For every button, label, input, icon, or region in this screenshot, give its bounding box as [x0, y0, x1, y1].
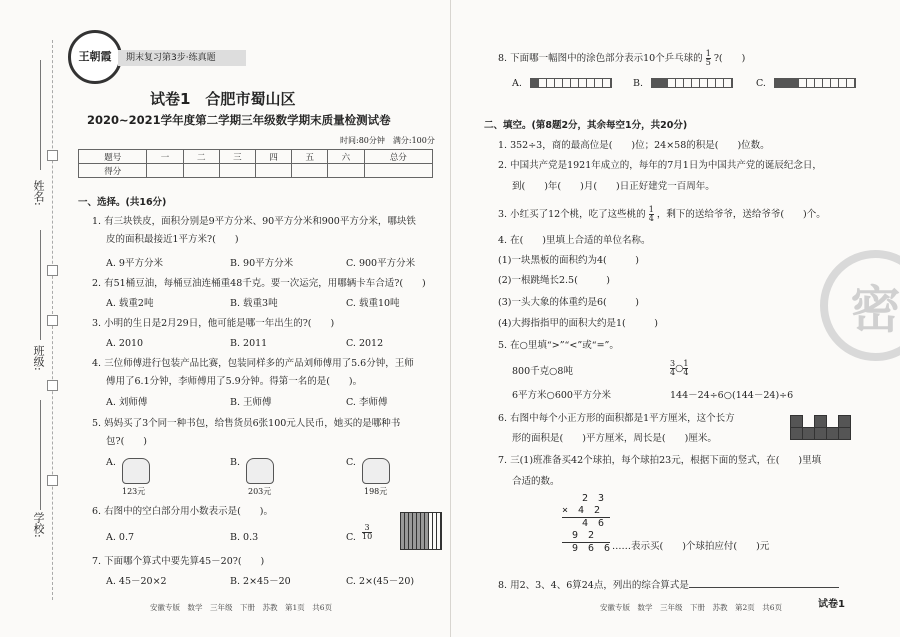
table-cell: 六	[328, 150, 364, 164]
question-8: 8. 下面哪一幅图中的涂色部分表示10个乒乓球的 $\frac{1}{5}$ ?( )	[498, 49, 746, 67]
section-choice: 一、选择。(共16分)	[78, 197, 167, 208]
question-1: 1. 有三块铁皮，面积分别是9平方分米、90平方分米和900平方分米，哪块铁	[92, 216, 416, 227]
score-cell[interactable]	[292, 164, 328, 178]
table-cell: 三	[219, 150, 255, 164]
fill-8: 8. 用2、3、4、6算24点，列出的综合算式是	[498, 577, 839, 592]
binding-hole	[47, 150, 58, 161]
price-label: 123元	[122, 487, 146, 496]
fill-7: 7. 三(1)班准备买42个球拍，每个球拍23元，根据下面的竖式，在( )里填	[498, 455, 822, 466]
table-cell: 五	[292, 150, 328, 164]
option-a[interactable]: A. 载重2吨	[106, 298, 154, 309]
binding-hole	[47, 475, 58, 486]
question-4: 4. 三位师傅进行包装产品比赛，包装同样多的产品刘师傅用了5.6分钟，王师	[92, 358, 414, 369]
question-7: 7. 下面哪个算式中要先算45－20?( )	[92, 556, 265, 567]
option-a[interactable]: A. 45－20×2	[106, 576, 167, 587]
option-c[interactable]: C. 载重10吨	[346, 298, 400, 309]
score-cell[interactable]	[183, 164, 219, 178]
option-c[interactable]: C. 2012	[346, 338, 384, 349]
option-b[interactable]: B. 王师傅	[230, 397, 272, 408]
ball-grid-b	[651, 78, 733, 88]
time-info: 时间:80分钟 满分:100分	[340, 136, 435, 145]
backpack-icon	[122, 458, 150, 484]
question-1-cont: 皮的面积最接近1平方米?( )	[106, 234, 239, 245]
table-cell: 一	[147, 150, 183, 164]
binding-hole	[47, 265, 58, 276]
compare-4: 144－24÷6○(144－24)÷6	[670, 390, 794, 401]
option-a[interactable]: A. 刘师傅	[106, 397, 148, 408]
question-5: 5. 妈妈买了3个同一种书包，给售货员6张100元人民币，她买的是哪种书	[92, 418, 401, 429]
option-a[interactable]: A.	[512, 78, 522, 89]
class-line[interactable]	[40, 230, 41, 340]
binding-margin	[0, 0, 62, 637]
question-4-cont: 傅用了6.1分钟，李师傅用了5.9分钟。得第一名的是( )。	[106, 376, 363, 387]
question-6: 6. 右图中的空白部分用小数表示是( )。	[92, 506, 273, 517]
ball-grid-c	[774, 78, 856, 88]
score-cell[interactable]	[255, 164, 291, 178]
fill-1: 1. 352÷3，商的最高位是( )位；24×58的积是( )位数。	[498, 140, 770, 151]
option-a[interactable]: A.	[106, 457, 116, 468]
option-a[interactable]: A. 0.7	[106, 532, 135, 543]
option-c[interactable]: C.	[346, 532, 356, 543]
fill-2: 2. 中国共产党是1921年成立的，每年的7月1日为中国共产党的诞辰纪念日，	[498, 160, 822, 171]
fraction: $\frac{3}{10}$	[362, 523, 373, 541]
fill-6: 6. 右图中每个小正方形的面积都是1平方厘米，这个长方	[498, 413, 735, 424]
binding-hole	[47, 380, 58, 391]
paper-title: 试卷1 合肥市蜀山区	[150, 90, 296, 108]
class-label: 班级:	[32, 345, 45, 371]
fill-4-item: (4)大拇指指甲的面积大约是1( )	[498, 318, 658, 329]
table-cell: 题号	[79, 150, 147, 164]
fill-4-item: (3)一头大象的体重约是6( )	[498, 297, 639, 308]
name-label: 姓名:	[32, 180, 45, 206]
table-cell: 四	[255, 150, 291, 164]
option-b[interactable]: B. 载重3吨	[230, 298, 278, 309]
option-b[interactable]: B.	[633, 78, 644, 89]
option-b[interactable]: B. 0.3	[230, 532, 259, 543]
option-b[interactable]: B. 90平方分米	[230, 258, 294, 269]
score-cell[interactable]	[219, 164, 255, 178]
fill-4-item: (1)一块黑板的面积约为4( )	[498, 255, 639, 266]
review-banner: 期末复习第3步·练真题	[118, 50, 246, 66]
score-header-row	[79, 150, 433, 164]
option-b[interactable]: B. 2011	[230, 338, 268, 349]
decimal-figure	[400, 512, 442, 550]
compare-1: 800千克○8吨	[512, 366, 573, 377]
option-b[interactable]: B.	[230, 457, 241, 468]
page-footer: 安徽专版 数学 三年级 下册 苏教 第1页 共6页	[150, 603, 333, 612]
option-c[interactable]: C.	[756, 78, 766, 89]
score-cell[interactable]	[147, 164, 183, 178]
fill-4-item: (2)一根跳绳长2.5( )	[498, 275, 610, 286]
price-label: 198元	[364, 487, 388, 496]
vertical-note: ……表示买( )个球拍应付( )元	[612, 541, 770, 552]
option-a[interactable]: A. 2010	[106, 338, 144, 349]
question-5-cont: 包?( )	[106, 436, 148, 447]
confidential-stamp: 密	[820, 250, 900, 361]
table-cell: 总分	[364, 150, 433, 164]
score-cell[interactable]	[364, 164, 433, 178]
fill-5: 5. 在○里填“>”“<”或“=”。	[498, 340, 619, 351]
question-2: 2. 有51桶豆油，每桶豆油连桶重48千克。要一次运完，用哪辆卡车合适?( )	[92, 278, 426, 289]
option-c[interactable]: C. 900平方分米	[346, 258, 416, 269]
fill-3: 3. 小红买了12个桃，吃了这些桃的 $\frac{1}{4}$ ，剩下的送给爷爷，送给爷爷( )个。	[498, 205, 826, 223]
score-cell[interactable]	[328, 164, 364, 178]
school-label: 学校:	[32, 512, 45, 538]
fill-7-cont: 合适的数。	[512, 476, 560, 487]
question-3: 3. 小明的生日是2月29日，他可能是哪一年出生的?( )	[92, 318, 335, 329]
paper-subtitle: 2020~2021学年度第二学期三年级数学期末质量检测试卷	[87, 113, 391, 127]
backpack-icon	[246, 458, 274, 484]
paper-badge: 试卷1	[818, 599, 845, 610]
fill-4: 4. 在( )里填上合适的单位名称。	[498, 235, 651, 246]
price-label: 203元	[248, 487, 272, 496]
compare-2: $\frac{3}{4}$ ○ $\frac{1}{4}$	[670, 359, 689, 377]
table-cell: 得分	[79, 164, 147, 178]
fill-2-cont: 到( )年( )月( )日正好建党一百周年。	[512, 181, 715, 192]
score-value-row	[79, 164, 433, 178]
page-footer: 安徽专版 数学 三年级 下册 苏教 第2页 共6页	[600, 603, 783, 612]
brand-logo: 王朝霞	[68, 30, 122, 84]
score-table	[78, 149, 433, 178]
section-fill: 二、填空。(第8题2分，其余每空1分，共20分)	[484, 120, 688, 131]
option-c[interactable]: C.	[346, 457, 356, 468]
fill-6-cont: 形的面积是( )平方厘米，周长是( )厘米。	[512, 433, 717, 444]
option-b[interactable]: B. 2×45－20	[230, 576, 291, 587]
answer-line[interactable]	[689, 577, 839, 588]
option-c[interactable]: C. 2×(45－20)	[346, 576, 415, 587]
name-line[interactable]	[40, 60, 41, 170]
ball-grid-a	[530, 78, 612, 88]
binding-hole	[47, 315, 58, 326]
vertical-multiplication: 2 3 × 4 2 4 6 9 2 9 6 6	[562, 493, 611, 554]
square-grid-figure	[790, 415, 870, 445]
backpack-icon	[362, 458, 390, 484]
table-cell: 二	[183, 150, 219, 164]
option-a[interactable]: A. 9平方分米	[106, 258, 163, 269]
compare-3: 6平方米○600平方分米	[512, 390, 611, 401]
school-line[interactable]	[40, 400, 41, 510]
option-c[interactable]: C. 李师傅	[346, 397, 388, 408]
